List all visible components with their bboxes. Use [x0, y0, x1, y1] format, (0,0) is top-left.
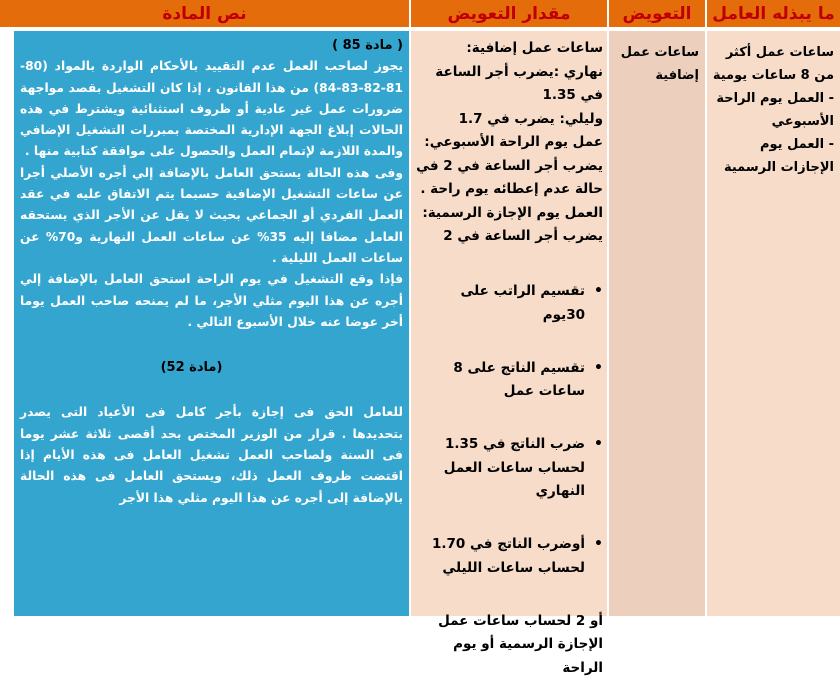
spacer: [20, 378, 403, 402]
amount-tail-text: أو 2 لحساب ساعات عمل الإجازة الرسمية أو يوم الراحة: [415, 610, 603, 680]
article-85-label: ( مادة 85 ): [20, 35, 403, 56]
header-compensation: التعويض: [609, 0, 705, 30]
cell-compensation-amount: [411, 31, 607, 616]
article-52-paragraph: للعامل الحق فى إجازة بأجر كامل فى الأعياد التى يصدر بتحديدها . قرار من الوزير المختص بحد أقصى ثلاثة عشر يوما فى السنة ولصاحب العمل تشغيل العامل فى هذه الأيام إذا اقتضت ظروف العمل ذلك، ويستحق العامل فى هذه الحالة بالإضافة إلى أجره عن هذا اليوم مثلي هذا الأجر: [20, 402, 403, 508]
article-85-paragraph-3: فإذا وقع التشغيل في يوم الراحة استحق العامل بالإضافة إلي أجره عن هذا اليوم مثلي الأجر، ما لم يمنحه صاحب العمل يوما أخر عوضا عنه خلال الأسبوع التالي .: [20, 269, 403, 333]
article-text-block: [20, 35, 403, 509]
header-worker-effort: ما يبذله العامل: [707, 0, 840, 30]
worker-effort-text: ساعات عمل أكثر من 8 ساعات يومية - العمل يوم الراحة الأسبوعي - العمل يوم الإجازات الرسمية: [711, 41, 834, 179]
calculation-step: • تقسيم الناتج على 8 ساعات عمل: [415, 357, 585, 404]
spacer: [20, 333, 403, 357]
cell-worker-effort: [707, 31, 840, 616]
cell-compensation: [609, 31, 705, 616]
article-52-label: (مادة 52): [20, 357, 403, 378]
header-article-text: نص المادة: [0, 0, 409, 30]
article-85-paragraph-1: يجوز لصاحب العمل عدم التقييد بالأحكام الواردة بالمواد (80-81-82-83-84) من هذا القانون ، إذا كان التشغيل بقصد مواجهة ضرورات عمل غير عادية أو ظروف استثنائية ويشترط في هذه الحالات إبلاغ الجهة الإدارية المختصة بمبررات التشغيل الإضافي والمدة اللازمة لإتمام العمل والحصول على موافقة كتابية منها .: [20, 56, 403, 162]
compensation-text: ساعات عمل إضافية: [613, 41, 699, 87]
header-compensation-amount: مقدار التعويض: [411, 0, 607, 30]
calculation-steps: [415, 257, 603, 610]
amount-text: ساعات عمل إضافية: نهاري :يضرب أجر الساعة في 1.35 وليلي: يضرب في 1.7 عمل يوم الراحة الأسبوعي: يضرب أجر الساعة في 2 في حالة عدم إعطائه يوم راحة . العمل يوم الإجازة الرسمية: يضرب أجر الساعة في 2: [415, 37, 603, 249]
calculation-step: • أوضرب الناتج في 1.70 لحساب ساعات الليلي: [415, 533, 585, 580]
calculation-step: • تقسيم الراتب على 30يوم: [415, 280, 585, 327]
calculation-step: • ضرب الناتج في 1.35 لحساب ساعات العمل النهاري: [415, 433, 585, 504]
cell-article-text: [14, 31, 409, 616]
article-85-paragraph-2: وفى هذه الحالة يستحق العامل بالإضافة إلي أجره الأصلي أجرا عن ساعات التشغيل الإضافية حسبما يتم الاتفاق عليه في عقد العمل الفردي أو الجماعي بحيث لا يقل عن الأجر الذي يستحقه العامل مضافا إليه 35% عن ساعات العمل النهارية و70% عن ساعات العمل الليلية .: [20, 163, 403, 269]
